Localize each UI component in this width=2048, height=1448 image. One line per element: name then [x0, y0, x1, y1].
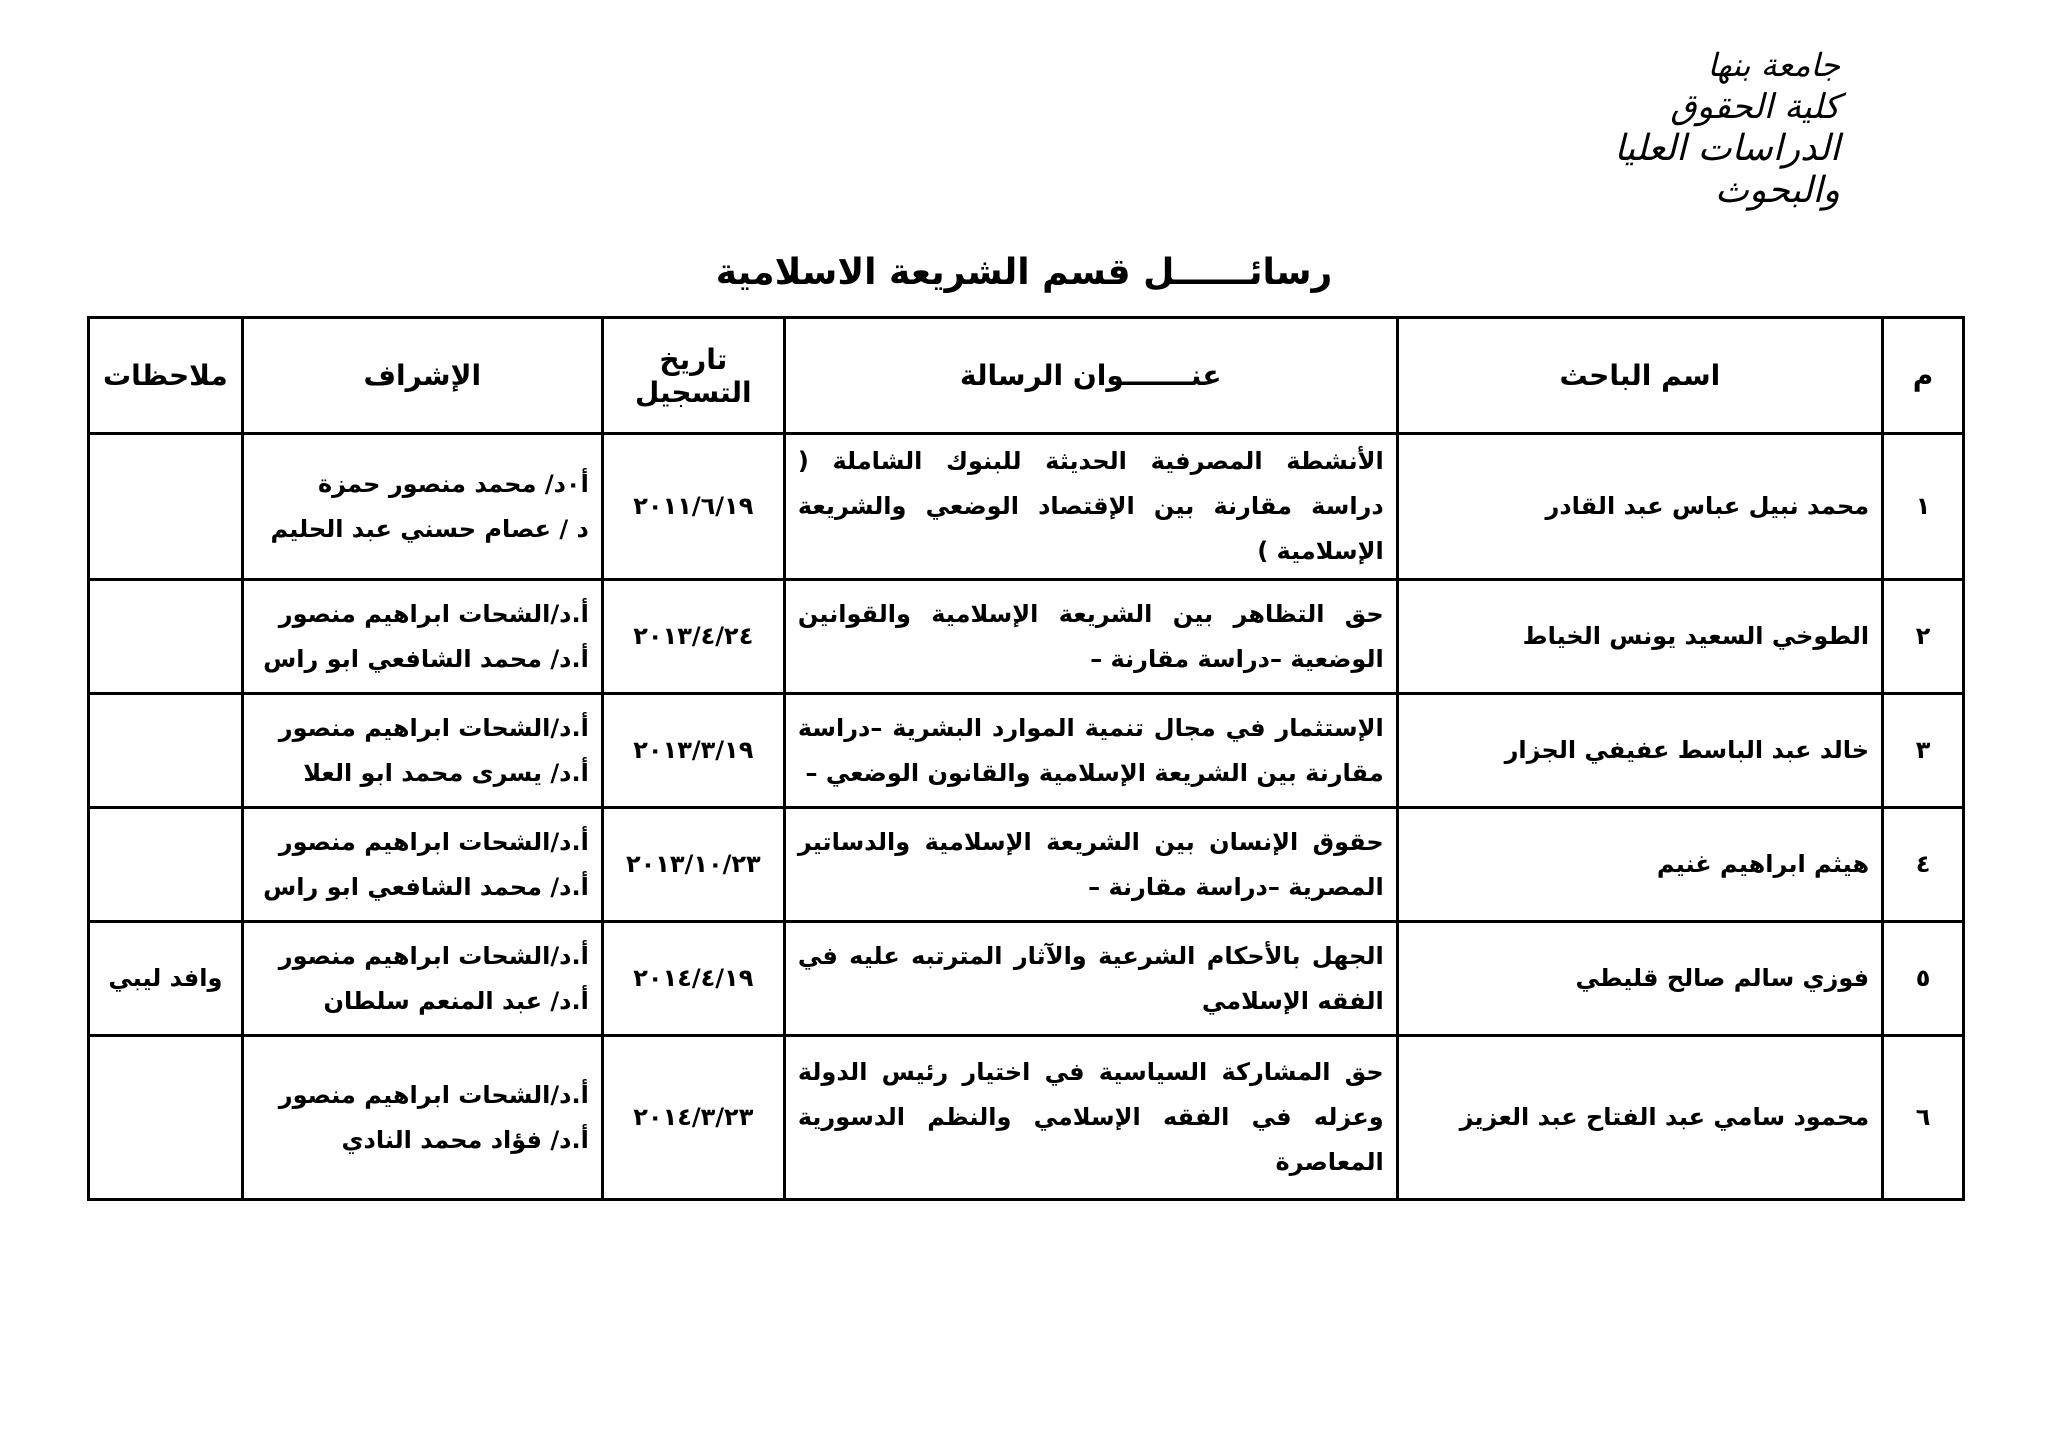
letterhead: [1480, 44, 1840, 212]
supervisor-1: أ.د/الشحات ابراهيم منصور: [278, 1080, 589, 1109]
thesis-title: الأنشطة المصرفية الحديثة للبنوك الشاملة ( دراسة مقارنة بين الإقتصاد الوضعي والشريعة الإسلامية ): [784, 434, 1397, 580]
row-num: ٥: [1883, 922, 1964, 1036]
row-num: ٣: [1883, 694, 1964, 808]
table-header-row: [89, 318, 1964, 434]
registration-date: [602, 1036, 784, 1200]
notes: [89, 694, 243, 808]
notes: [89, 808, 243, 922]
date-value: ٢٠١٤/٤/١٩: [633, 964, 754, 992]
supervisor-2: أ.د/ عبد المنعم سلطان: [323, 986, 589, 1015]
header-thesis-title: عنـــــــوان الرسالة: [784, 318, 1397, 434]
table-row: [89, 808, 1964, 922]
supervisors: [242, 434, 602, 580]
registration-date: [602, 580, 784, 694]
notes: [89, 434, 243, 580]
row-num: ٢: [1883, 580, 1964, 694]
date-value: ٢٠١٣/٤/٢٤: [633, 622, 754, 650]
supervisor-1: أ.د/الشحات ابراهيم منصور: [278, 599, 589, 628]
department-name: الدراسات العليا والبحوث: [1614, 128, 1840, 211]
header-date-line2: التسجيل: [634, 375, 752, 409]
table-row: [89, 580, 1964, 694]
supervisor-1: أ٠د/ محمد منصور حمزة: [317, 469, 589, 498]
notes: [89, 1036, 243, 1200]
table-row: [89, 434, 1964, 580]
researcher-name: هيثم ابراهيم غنيم: [1397, 808, 1882, 922]
page-title: رسائــــــل قسم الشريعة الاسلامية: [715, 252, 1333, 293]
supervisor-2: د / عصام حسني عبد الحليم: [270, 514, 589, 543]
supervisors: [242, 808, 602, 922]
registration-date: [602, 808, 784, 922]
table-row: [89, 694, 1964, 808]
date-value: ٢٠١٣/٣/١٩: [633, 736, 754, 764]
date-value: ٢٠١٣/١٠/٢٣: [625, 850, 761, 878]
researcher-name: محمد نبيل عباس عبد القادر: [1397, 434, 1882, 580]
university-name: جامعة بنها: [1707, 46, 1840, 84]
thesis-title: حق المشاركة السياسية في اختيار رئيس الدولة وعزله في الفقه الإسلامي والنظم الدسورية المعاصرة: [784, 1036, 1397, 1200]
registration-date: [602, 434, 784, 580]
date-value: ٢٠١٤/٣/٢٣: [633, 1103, 754, 1131]
registration-date: [602, 694, 784, 808]
faculty-name: كلية الحقوق: [1670, 87, 1840, 127]
notes: [89, 580, 243, 694]
researcher-name: فوزي سالم صالح قليطي: [1397, 922, 1882, 1036]
notes: وافد ليبي: [89, 922, 243, 1036]
theses-table: [87, 316, 1965, 1201]
header-num: م: [1883, 318, 1964, 434]
supervisors: [242, 1036, 602, 1200]
row-num: ٦: [1883, 1036, 1964, 1200]
thesis-title: حق التظاهر بين الشريعة الإسلامية والقوانين الوضعية –دراسة مقارنة –: [784, 580, 1397, 694]
researcher-name: خالد عبد الباسط عفيفي الجزار: [1397, 694, 1882, 808]
header-date-line1: تاريخ: [659, 342, 728, 376]
researcher-name: الطوخي السعيد يونس الخياط: [1397, 580, 1882, 694]
supervisor-2: أ.د/ يسرى محمد ابو العلا: [303, 758, 589, 787]
header-notes: ملاحظات: [89, 318, 243, 434]
supervisor-2: أ.د/ محمد الشافعي ابو راس: [263, 872, 589, 901]
supervisor-1: أ.د/الشحات ابراهيم منصور: [278, 941, 589, 970]
row-num: ١: [1883, 434, 1964, 580]
researcher-name: محمود سامي عبد الفتاح عبد العزيز: [1397, 1036, 1882, 1200]
header-registration-date: [602, 318, 784, 434]
thesis-title: الإستثمار في مجال تنمية الموارد البشرية –دراسة مقارنة بين الشريعة الإسلامية والقانون الوضعي –: [784, 694, 1397, 808]
table-row: [89, 1036, 1964, 1200]
supervisor-2: أ.د/ فؤاد محمد النادي: [341, 1125, 589, 1154]
supervisor-2: أ.د/ محمد الشافعي ابو راس: [263, 644, 589, 673]
header-researcher-name: اسم الباحث: [1397, 318, 1882, 434]
registration-date: [602, 922, 784, 1036]
date-value: ٢٠١١/٦/١٩: [633, 492, 754, 520]
supervisor-1: أ.د/الشحات ابراهيم منصور: [278, 827, 589, 856]
supervisors: [242, 694, 602, 808]
thesis-title: حقوق الإنسان بين الشريعة الإسلامية والدساتير المصرية –دراسة مقارنة –: [784, 808, 1397, 922]
supervisors: [242, 580, 602, 694]
header-supervisors: الإشراف: [242, 318, 602, 434]
supervisor-1: أ.د/الشحات ابراهيم منصور: [278, 713, 589, 742]
table-row: [89, 922, 1964, 1036]
thesis-title: الجهل بالأحكام الشرعية والآثار المترتبه عليه في الفقه الإسلامي: [784, 922, 1397, 1036]
row-num: ٤: [1883, 808, 1964, 922]
supervisors: [242, 922, 602, 1036]
